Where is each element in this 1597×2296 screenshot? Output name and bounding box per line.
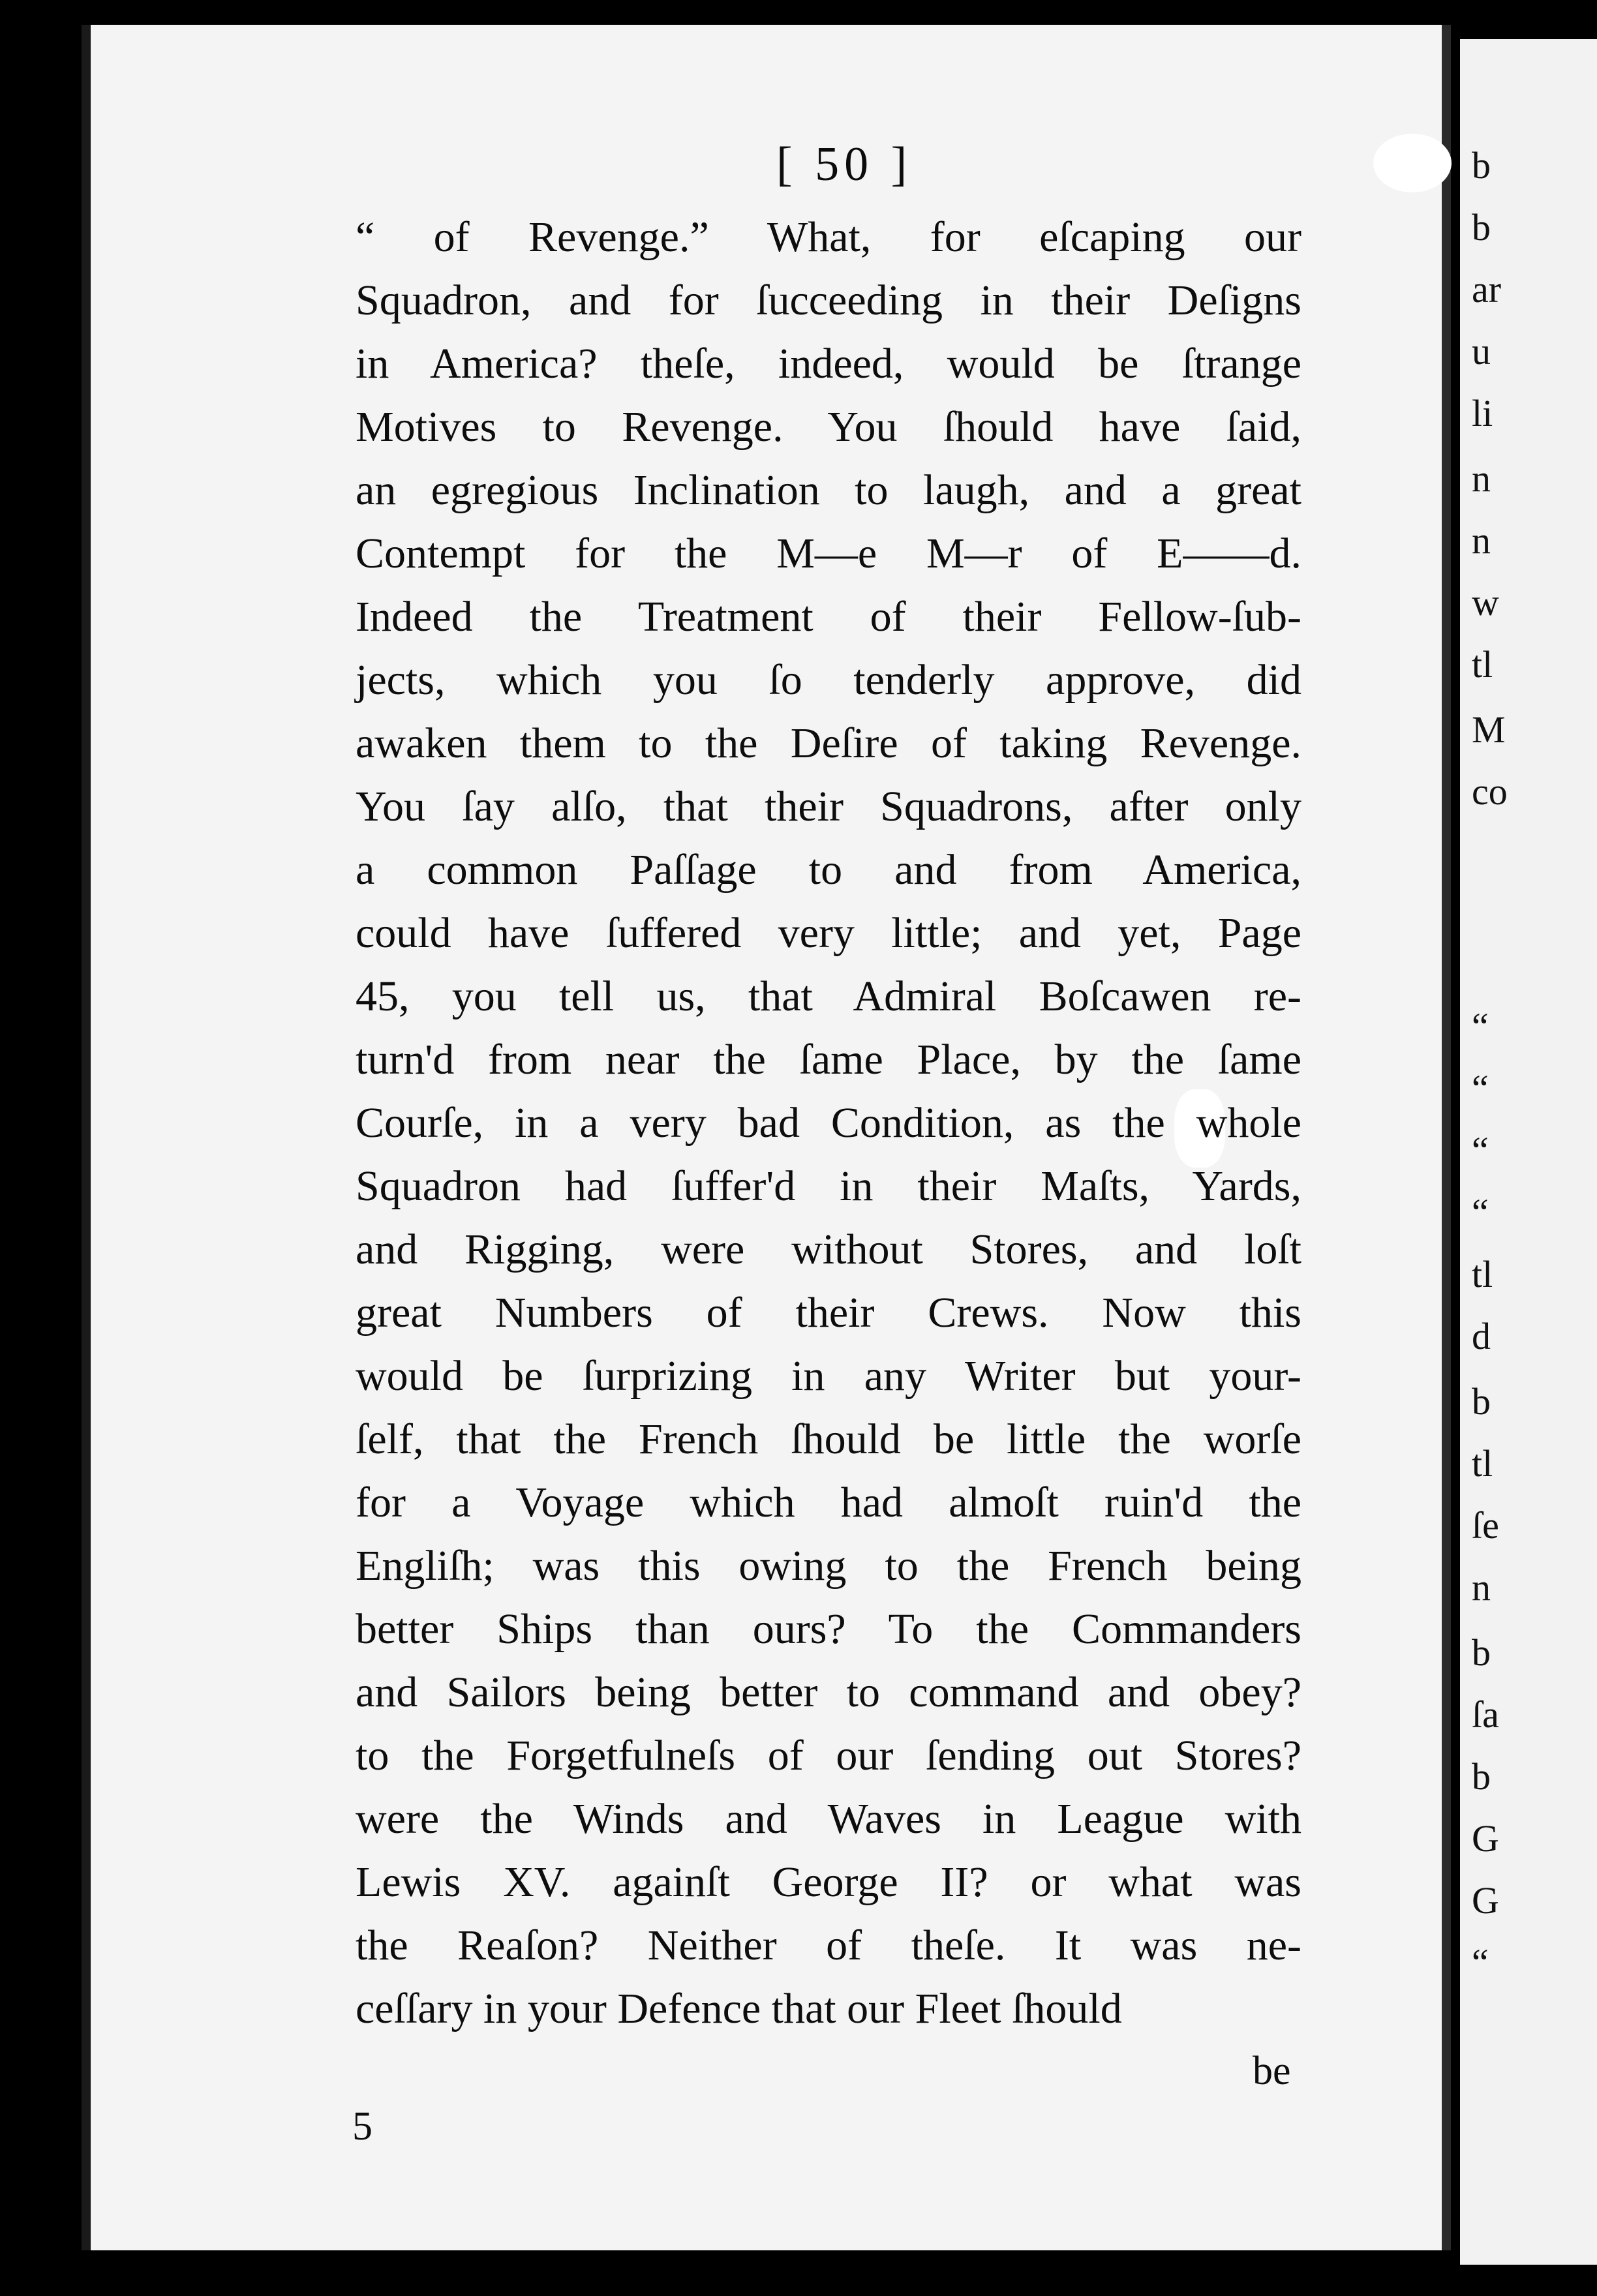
catchword: be [1253, 2049, 1291, 2093]
facing-page-fragment: “ [1472, 1067, 1489, 1110]
text-line: and Sailors being better to command and obey? [356, 1669, 1301, 1716]
facing-page-fragment: b [1472, 1380, 1491, 1423]
facing-page-fragment: d [1472, 1315, 1491, 1357]
facing-page-fragment: “ [1472, 1941, 1489, 1984]
text-line: Squadron had ſuffer'd in their Maſts, Yards, [356, 1162, 1301, 1210]
page-number: [ 50 ] [776, 138, 913, 191]
facing-page-fragment: u [1472, 330, 1491, 372]
facing-page-fragment: b [1472, 1631, 1491, 1674]
facing-page-edge [1460, 39, 1597, 2265]
text-line: the Reaſon? Neither of theſe. It was ne- [356, 1922, 1301, 1969]
facing-page-fragment: tl [1472, 643, 1493, 686]
text-line: turn'd from near the ſame Place, by the ſame [356, 1036, 1301, 1083]
facing-page-fragment: n [1472, 519, 1491, 562]
text-line: would be ſurprizing in any Writer but your- [356, 1352, 1301, 1400]
text-line: were the Winds and Waves in League with [356, 1795, 1301, 1843]
facing-page-fragment: ſe [1472, 1504, 1499, 1547]
text-line: Courſe, in a very bad Condition, as the whole [356, 1099, 1301, 1147]
text-line: ſelf, that the French ſhould be little the worſe [356, 1415, 1301, 1463]
facing-page-fragment: tl [1472, 1253, 1493, 1295]
text-line: Indeed the Treatment of their Fellow-ſub- [356, 593, 1301, 641]
facing-page-fragment: tl [1472, 1442, 1493, 1485]
text-line: in America? theſe, indeed, would be ſtrange [356, 340, 1301, 387]
facing-page-fragment: b [1472, 1755, 1491, 1798]
text-line: awaken them to the Deſire of taking Revenge. [356, 719, 1301, 767]
text-line: and Rigging, were without Stores, and loſt [356, 1226, 1301, 1273]
facing-page-fragment: co [1472, 770, 1508, 813]
text-line: for a Voyage which had almoſt ruin'd the [356, 1479, 1301, 1526]
facing-page-fragment: n [1472, 457, 1491, 500]
text-line: “ of Revenge.” What, for eſcaping our [356, 213, 1301, 261]
text-line: a common Paſſage to and from America, [356, 846, 1301, 894]
facing-page-fragment: “ [1472, 1191, 1489, 1233]
body-text [356, 205, 1301, 2040]
page-gutter [1442, 25, 1451, 2250]
facing-page-fragment: w [1472, 581, 1499, 624]
facing-page-fragment: b [1472, 144, 1491, 187]
text-line: ceſſary in your Defence that our Fleet ſhould [356, 1985, 1122, 2032]
text-line: 45, you tell us, that Admiral Boſcawen re- [356, 973, 1301, 1020]
paper-damage-spot [1373, 134, 1452, 192]
text-line: better Ships than ours? To the Commanders [356, 1605, 1301, 1653]
facing-page-fragment: li [1472, 392, 1493, 434]
facing-page-fragment: “ [1472, 1005, 1489, 1048]
text-line: Motives to Revenge. You ſhould have ſaid, [356, 403, 1301, 451]
text-line: Lewis XV. againſt George II? or what was [356, 1858, 1301, 1906]
facing-page-fragment: b [1472, 206, 1491, 249]
facing-page-fragment: “ [1472, 1129, 1489, 1171]
text-line: to the Forgetfulneſs of our ſending out Stores? [356, 1732, 1301, 1779]
signature-mark: 5 [352, 2104, 373, 2149]
text-line: great Numbers of their Crews. Now this [356, 1289, 1301, 1337]
facing-page-fragment: ſa [1472, 1693, 1499, 1736]
text-line: Contempt for the M—e M—r of E——d. [356, 530, 1301, 577]
facing-page-fragment: G [1472, 1817, 1499, 1860]
facing-page-fragment: ar [1472, 268, 1502, 310]
text-line: an egregious Inclination to laugh, and a great [356, 466, 1301, 514]
facing-page-fragment: G [1472, 1879, 1499, 1922]
text-line: Squadron, and for ſucceeding in their Deſigns [356, 277, 1301, 324]
text-line: could have ſuffered very little; and yet, Page [356, 909, 1301, 957]
text-line: You ſay alſo, that their Squadrons, after only [356, 783, 1301, 830]
text-line: jects, which you ſo tenderly approve, did [356, 656, 1301, 704]
text-line: Engliſh; was this owing to the French being [356, 1542, 1301, 1590]
facing-page-fragment: n [1472, 1566, 1491, 1609]
facing-page-fragment: M [1472, 708, 1506, 751]
